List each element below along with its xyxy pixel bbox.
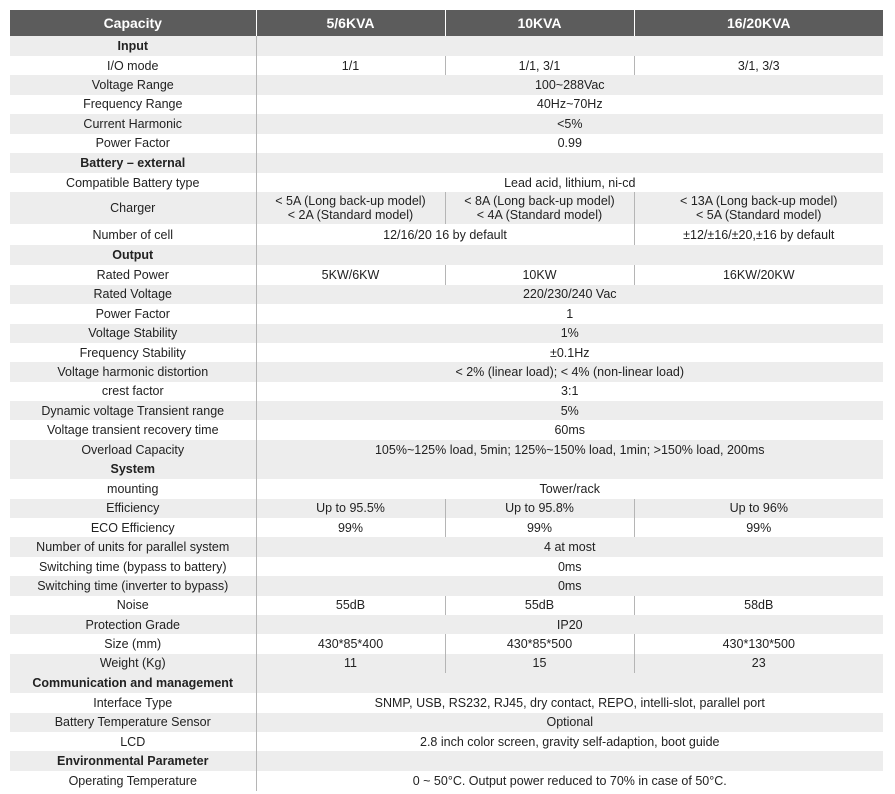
row-value: 220/230/240 Vac xyxy=(256,285,883,304)
spec-row xyxy=(10,499,883,518)
row-value: 5KW/6KW xyxy=(256,265,445,284)
row-label: Voltage harmonic distortion xyxy=(10,362,256,381)
header-col-5-6kva: 5/6KVA xyxy=(256,10,445,36)
row-label: Number of cell xyxy=(10,224,256,245)
row-label: Rated Power xyxy=(10,265,256,284)
row-value: ±0.1Hz xyxy=(256,343,883,362)
spec-row xyxy=(10,634,883,653)
row-label: Operating Temperature xyxy=(10,771,256,790)
row-value: 100~288Vac xyxy=(256,75,883,94)
row-value: < 2% (linear load); < 4% (non-linear load) xyxy=(256,362,883,381)
row-label: LCD xyxy=(10,732,256,751)
section-row xyxy=(10,153,883,173)
spec-row xyxy=(10,654,883,673)
spec-row xyxy=(10,173,883,192)
row-value: 2.8 inch color screen, gravity self-adaption, boot guide xyxy=(256,732,883,751)
section-fill xyxy=(256,751,883,771)
row-value: 1 xyxy=(256,304,883,323)
row-value-line: < 2A (Standard model) xyxy=(287,208,414,223)
row-value: 0ms xyxy=(256,557,883,576)
row-value: Lead acid, lithium, ni-cd xyxy=(256,173,883,192)
section-fill xyxy=(256,673,883,693)
row-value: 58dB xyxy=(634,596,883,615)
row-label: Overload Capacity xyxy=(10,440,256,459)
spec-row xyxy=(10,771,883,790)
row-value: 0.99 xyxy=(256,134,883,153)
row-label: Power Factor xyxy=(10,304,256,323)
header-row xyxy=(10,10,883,36)
spec-row xyxy=(10,362,883,381)
row-value: 99% xyxy=(634,518,883,537)
spec-row xyxy=(10,324,883,343)
row-value: 3:1 xyxy=(256,382,883,401)
row-value: IP20 xyxy=(256,615,883,634)
spec-row xyxy=(10,440,883,459)
spec-row xyxy=(10,537,883,556)
row-label: mounting xyxy=(10,479,256,498)
row-value: 16KW/20KW xyxy=(634,265,883,284)
row-value: 99% xyxy=(445,518,634,537)
row-label: Interface Type xyxy=(10,693,256,712)
row-label: Dynamic voltage Transient range xyxy=(10,401,256,420)
spec-row xyxy=(10,732,883,751)
spec-row xyxy=(10,75,883,94)
row-value: SNMP, USB, RS232, RJ45, dry contact, REPO, intelli-slot, parallel port xyxy=(256,693,883,712)
section-row xyxy=(10,673,883,693)
row-label: crest factor xyxy=(10,382,256,401)
row-value: 0 ~ 50°C. Output power reduced to 70% in case of 50°C. xyxy=(256,771,883,790)
row-label: Size (mm) xyxy=(10,634,256,653)
section-fill xyxy=(256,459,883,479)
row-value-line: < 8A (Long back-up model) xyxy=(464,194,615,209)
row-value: 5% xyxy=(256,401,883,420)
row-label: Battery Temperature Sensor xyxy=(10,713,256,732)
header-capacity: Capacity xyxy=(10,10,256,36)
section-title: System xyxy=(10,459,256,479)
row-value: 4 at most xyxy=(256,537,883,556)
spec-row xyxy=(10,557,883,576)
row-label: Switching time (bypass to battery) xyxy=(10,557,256,576)
row-label: I/O mode xyxy=(10,56,256,75)
row-value: 23 xyxy=(634,654,883,673)
row-label: ECO Efficiency xyxy=(10,518,256,537)
row-value: 40Hz~70Hz xyxy=(256,95,883,114)
header-col-16-20kva: 16/20KVA xyxy=(634,10,883,36)
row-value: 1/1 xyxy=(256,56,445,75)
spec-row xyxy=(10,693,883,712)
row-value: <5% xyxy=(256,114,883,133)
row-value: 99% xyxy=(256,518,445,537)
row-value: 1% xyxy=(256,324,883,343)
section-row xyxy=(10,459,883,479)
spec-row xyxy=(10,285,883,304)
row-label: Voltage Stability xyxy=(10,324,256,343)
spec-row xyxy=(10,518,883,537)
spec-row xyxy=(10,304,883,323)
row-value: Optional xyxy=(256,713,883,732)
row-value-line: < 4A (Standard model) xyxy=(476,208,603,223)
row-label: Switching time (inverter to bypass) xyxy=(10,576,256,595)
row-value: 3/1, 3/3 xyxy=(634,56,883,75)
section-row xyxy=(10,245,883,265)
section-title: Input xyxy=(10,36,256,56)
row-value: ±12/±16/±20,±16 by default xyxy=(634,224,883,245)
header-col-10kva: 10KVA xyxy=(445,10,634,36)
row-label: Rated Voltage xyxy=(10,285,256,304)
row-value: Up to 96% xyxy=(634,499,883,518)
section-row xyxy=(10,36,883,56)
spec-row xyxy=(10,596,883,615)
section-fill xyxy=(256,36,883,56)
spec-row xyxy=(10,401,883,420)
row-label: Power Factor xyxy=(10,134,256,153)
row-value: 105%~125% load, 5min; 125%~150% load, 1min; >150% load, 200ms xyxy=(256,440,883,459)
row-label: Efficiency xyxy=(10,499,256,518)
row-label: Frequency Stability xyxy=(10,343,256,362)
row-value: 0ms xyxy=(256,576,883,595)
row-value: Up to 95.5% xyxy=(256,499,445,518)
spec-row xyxy=(10,420,883,439)
row-value: 430*85*500 xyxy=(445,634,634,653)
spec-row xyxy=(10,713,883,732)
row-value: Tower/rack xyxy=(256,479,883,498)
row-label: Number of units for parallel system xyxy=(10,537,256,556)
row-value: 430*85*400 xyxy=(256,634,445,653)
section-row xyxy=(10,751,883,771)
row-value: 15 xyxy=(445,654,634,673)
spec-row xyxy=(10,382,883,401)
row-label: Noise xyxy=(10,596,256,615)
row-label: Voltage transient recovery time xyxy=(10,420,256,439)
section-title: Environmental Parameter xyxy=(10,751,256,771)
row-value-line: < 5A (Standard model) xyxy=(696,208,822,223)
row-value: 1/1, 3/1 xyxy=(445,56,634,75)
spec-row xyxy=(10,479,883,498)
section-fill xyxy=(256,245,883,265)
row-value: 60ms xyxy=(256,420,883,439)
section-title: Battery – external xyxy=(10,153,256,173)
row-label: Voltage Range xyxy=(10,75,256,94)
row-value: 55dB xyxy=(445,596,634,615)
row-value xyxy=(634,192,883,224)
spec-row xyxy=(10,95,883,114)
row-label: Compatible Battery type xyxy=(10,173,256,192)
spec-row xyxy=(10,224,883,245)
spec-row xyxy=(10,114,883,133)
spec-row xyxy=(10,134,883,153)
row-label: Frequency Range xyxy=(10,95,256,114)
section-title: Output xyxy=(10,245,256,265)
row-label: Current Harmonic xyxy=(10,114,256,133)
spec-row xyxy=(10,265,883,284)
row-value: 11 xyxy=(256,654,445,673)
section-title: Communication and management xyxy=(10,673,256,693)
spec-row xyxy=(10,615,883,634)
row-value-line: < 13A (Long back-up model) xyxy=(680,194,838,209)
row-value-line: < 5A (Long back-up model) xyxy=(275,194,426,209)
row-value: 430*130*500 xyxy=(634,634,883,653)
row-value xyxy=(256,192,445,224)
row-label: Weight (Kg) xyxy=(10,654,256,673)
row-label: Protection Grade xyxy=(10,615,256,634)
row-value: 12/16/20 16 by default xyxy=(256,224,634,245)
spec-body xyxy=(10,36,883,791)
row-value: 10KW xyxy=(445,265,634,284)
row-label: Charger xyxy=(10,192,256,224)
row-value xyxy=(445,192,634,224)
spec-row xyxy=(10,56,883,75)
row-value: 55dB xyxy=(256,596,445,615)
spec-row xyxy=(10,576,883,595)
section-fill xyxy=(256,153,883,173)
spec-table xyxy=(10,10,883,791)
spec-row xyxy=(10,192,883,224)
row-value: Up to 95.8% xyxy=(445,499,634,518)
spec-row xyxy=(10,343,883,362)
